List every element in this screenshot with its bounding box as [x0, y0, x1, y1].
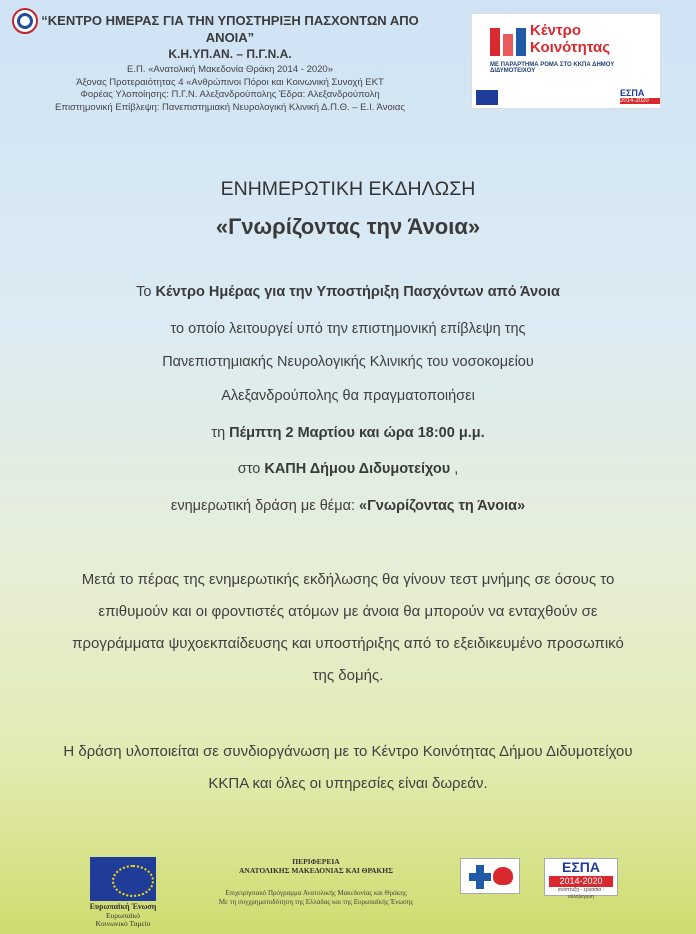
- eu-name: Ευρωπαϊκή Ένωση: [89, 902, 157, 911]
- body-line: Αλεξανδρούπολης θα πραγματοποιήσει: [221, 388, 475, 404]
- community-center-logo: [471, 13, 661, 109]
- event-theme: «Γνωρίζοντας τη Άνοια»: [359, 498, 526, 514]
- header-line: Φορέας Υλοποίησης: Π.Γ.Ν. Αλεξανδρούπολης Έδρα: Αλεξανδρούπολη: [80, 89, 380, 100]
- eu-fund: Κοινωνικό Ταμείο: [95, 919, 151, 928]
- espa-footer-logo: ΕΣΠΑ 2014-2020 ανάπτυξη - εργασία - αλληλεγγύη: [544, 858, 618, 896]
- body-line: Πανεπιστημιακής Νευρολογικής Κλινικής του νοσοκομείου: [162, 354, 534, 370]
- event-title: «Γνωρίζοντας την Άνοια»: [215, 214, 481, 239]
- memory-test-note: Μετά το πέρας της ενημερωτικής εκδήλωσης θα γίνουν τεστ μνήμης σε όσους το επιθυμούν και οι φροντιστές ατόμων με άνοια θα μπορούν να ενταχθούν σε προγράμματα ψυχοεκπαίδευσης και υποστήριξης από το εξειδικευμένο προσωπικό της δομής.: [72, 571, 624, 684]
- day-center-logo-icon: [12, 8, 38, 34]
- health-cross-heart-icon: [460, 858, 520, 894]
- header-line: Επιστημονική Επίβλεψη: Πανεπιστημιακή Νευρολογική Κλινική Δ.Π.Θ. – Ε.Ι. Άνοιας: [55, 101, 405, 113]
- body-line: στο ΚΑΠΗ Δήμου Διδυμοτείχου ,: [237, 461, 459, 477]
- people-icon: [490, 22, 526, 56]
- header-title: “ΚΕΝΤΡΟ ΗΜΕΡΑΣ ΓΙΑ ΤΗΝ ΥΠΟΣΤΗΡΙΞΗ ΠΑΣΧΟΝΤΩΝ ΑΠΟ ΑΝΟΙΑ”: [41, 13, 419, 45]
- eu-flag-icon: [476, 90, 498, 105]
- event-type: ΕΝΗΜΕΡΩΤΙΚΗ ΕΚΔΗΛΩΣΗ: [220, 178, 476, 200]
- header-program-info: [20, 64, 440, 114]
- free-services-note: Η δράση υλοποιείται σε συνδιοργάνωση με το Κέντρο Κοινότητας Δήμου Διδυμοτείχου ΚΚΠΑ και όλες οι υπηρεσίες είναι δωρεάν.: [63, 743, 633, 792]
- region-logo: ΠΕΡΙΦΕΡΕΙΑ ΑΝΑΤΟΛΙΚΗΣ ΜΑΚΕΔΟΝΙΑΣ ΚΑΙ ΘΡΑΚΗΣ Επιχειρησιακό Πρόγραμμα Ανατολικής Μακεδονίας και Θράκης Με τη συγχρηματοδότηση της Ελλάδας και της Ευρωπαϊκής Ένωσης: [185, 857, 447, 906]
- eu-logo: [80, 855, 166, 927]
- espa-logo: ΕΣΠΑ 2014-2020: [620, 88, 660, 108]
- event-date: Πέμπτη 2 Μαρτίου και ώρα 18:00 μ.μ.: [229, 425, 485, 441]
- body-line: τη Πέμπτη 2 Μαρτίου και ώρα 18:00 μ.μ.: [211, 425, 485, 441]
- day-center-name: Κέντρο Ημέρας για την Υποστήριξη Πασχόντων από Άνοια: [155, 284, 560, 300]
- program-name: Επιχειρησιακό Πρόγραμμα Ανατολικής Μακεδονίας και Θράκης: [225, 889, 407, 897]
- header-line: Άξονας Προτεραιότητας 4 «Ανθρώπινοι Πόροι και Κοινωνική Συνοχή ΕΚΤ: [76, 76, 384, 88]
- body-line: ενημερωτική δράση με θέμα: «Γνωρίζοντας τη Άνοια»: [170, 498, 526, 514]
- community-center-subtitle: ΜΕ ΠΑΡΑΡΤΗΜΑ ΡΟΜΑ ΣΤΟ ΚΚΠΑ ΔΗΜΟΥ ΔΙΔΥΜΟΤΕΙΧΟΥ: [490, 62, 615, 74]
- header-abbreviation: Κ.Η.ΥΠ.ΑΝ. – Π.Γ.Ν.Α.: [168, 47, 292, 61]
- eu-fund: Ευρωπαϊκό: [105, 910, 141, 920]
- eu-flag-icon: [90, 857, 156, 901]
- community-center-name: Κέντρο Κοινότητας: [530, 22, 611, 56]
- cofunding-note: Με τη συγχρηματοδότηση της Ελλάδας και της Ευρωπαϊκής Ένωσης: [218, 897, 414, 906]
- header: [0, 0, 696, 130]
- body-line: το οποίο λειτουργεί υπό την επιστημονική επίβλεψη της: [170, 321, 526, 337]
- body-line: Το Κέντρο Ημέρας για την Υποστήριξη Πασχόντων από Άνοια: [136, 284, 560, 300]
- event-venue: ΚΑΠΗ Δήμου Διδυμοτείχου: [264, 461, 451, 477]
- header-line: Ε.Π. «Ανατολική Μακεδονία Θράκη 2014 - 2020»: [127, 64, 333, 75]
